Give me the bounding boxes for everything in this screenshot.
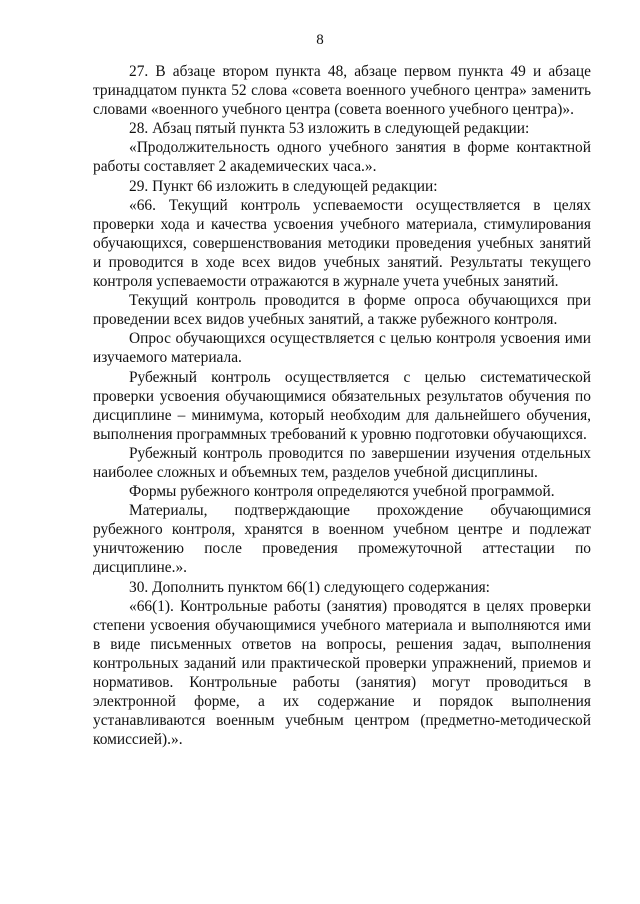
paragraph-30: 30. Дополнить пунктом 66(1) следующего содержания: xyxy=(129,578,490,596)
paragraph-boundary-control-timing: Рубежный контроль проводится по завершении изучения отдельных наиболее сложных и объемных тем, разделов учебной дисциплины. xyxy=(93,444,591,481)
paragraph-boundary-control-purpose: Рубежный контроль осуществляется с целью систематической проверки усвоения обучающимися обязательных результатов обучения по дисциплине – минимума, который необходим для дальнейшего обучения, выполнения программных требований к уровню подготовки обучающихся. xyxy=(93,368,591,443)
paragraph-27: 27. В абзаце втором пункта 48, абзаце первом пункта 49 и абзаце тринадцатом пункта 52 слова «совета военного учебного центра» заменить словами «военного учебного центра (совета военного учебного центра)». xyxy=(93,63,591,119)
paragraph-66-1-text: «66(1). Контрольные работы (занятия) проводятся в целях проверки степени усвоения обучающимися учебного материала и выполняются ими в виде письменных ответов на вопросы, решения задач, выполнения контрольных заданий или практической проверки упражнений, приемов и нормативов. Контрольные работы (занятия) могут проводиться в электронной форме, а их содержание и порядок выполнения устанавливаются военным учебным центром (предметно-методической комиссией).». xyxy=(93,597,591,749)
paragraph-current-control-form: Текущий контроль проводится в форме опроса обучающихся при проведении всех видов учебных занятий, а также рубежного контроля. xyxy=(93,292,591,329)
page-number: 8 xyxy=(316,32,324,48)
paragraph-survey: Опрос обучающихся осуществляется с целью контроля усвоения ими изучаемого материала. xyxy=(93,330,591,367)
paragraph-boundary-control-forms: Формы рубежного контроля определяются учебной программой. xyxy=(129,483,555,501)
paragraph-28-quote: «Продолжительность одного учебного занятия в форме контактной работы составляет 2 академических часа.». xyxy=(93,139,591,176)
paragraph-materials-storage: Материалы, подтверждающие прохождение обучающимися рубежного контроля, хранятся в военном учебном центре и подлежат уничтожению после проведения промежуточной аттестации по дисциплине.». xyxy=(93,502,591,577)
paragraph-66-text: «66. Текущий контроль успеваемости осуществляется в целях проверки хода и качества усвоения учебного материала, стимулирования обучающихся, совершенствования методики проведения учебных занятий и проводится в ходе всех видов учебных занятий. Результаты текущего контроля успеваемости отражаются в журнале учета учебных занятий. xyxy=(93,196,591,291)
paragraph-29: 29. Пункт 66 изложить в следующей редакции: xyxy=(129,177,438,195)
paragraph-28: 28. Абзац пятый пункта 53 изложить в следующей редакции: xyxy=(129,120,530,138)
document-body xyxy=(93,62,591,749)
